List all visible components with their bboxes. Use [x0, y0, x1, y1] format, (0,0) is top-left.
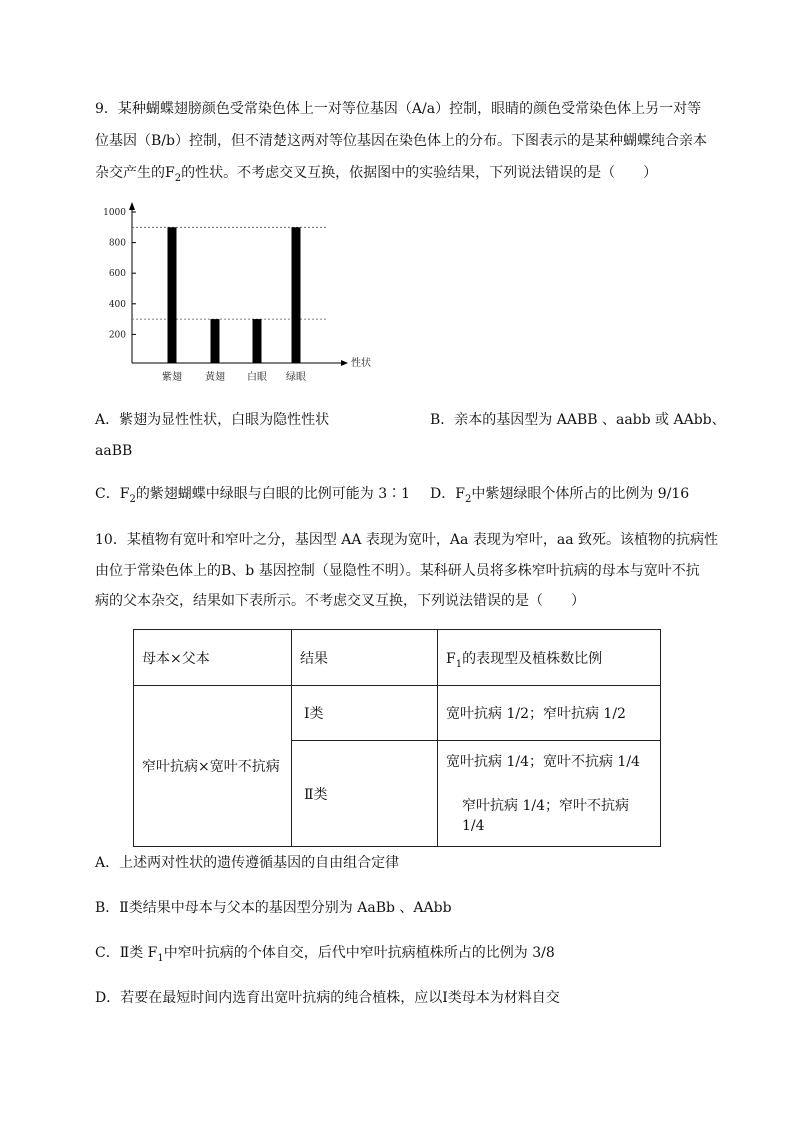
q9-option-c-a: C．F: [95, 486, 130, 502]
x-category-label: 黄翅: [205, 372, 225, 383]
class1-result-cell: 宽叶抗病 1/2；窄叶抗病 1/2: [438, 686, 661, 741]
q10-option-c-b: 中窄叶抗病的个体自交，后代中窄叶抗病植株所占的比例为 3/8: [163, 945, 555, 961]
q9-option-c-b: 的紫翅蝴蝶中绿眼与白眼的比例可能为 3∶1: [135, 486, 411, 502]
q9-stem-line2: 位基因（B/b）控制，但不清楚这两对等位基因在染色体上的分布。下图表示的是某种蝴蝶纯合亲本: [95, 133, 707, 149]
header-f1-b: 的表现型及植株数比例: [462, 650, 603, 667]
q9-option-c: [95, 484, 410, 504]
chart-labels: [103, 208, 371, 383]
y-tick-label: 1000: [103, 208, 126, 218]
q10-results-table: [133, 629, 661, 847]
q10-option-c: [95, 943, 555, 963]
y-tick-label: 600: [108, 269, 126, 280]
bar-白眼: [253, 319, 262, 363]
q9-option-d-a: D．F: [430, 486, 465, 502]
cross-cell: 窄叶抗病×宽叶不抗病: [134, 686, 292, 847]
bar-绿眼: [292, 227, 301, 363]
y-tick-label: 800: [108, 238, 126, 249]
class2-result-cell: [438, 741, 661, 847]
q10-option-c-a: C．Ⅱ类 F: [95, 945, 158, 961]
q10-option-b: B．Ⅱ类结果中母本与父本的基因型分别为 AaBb 、AAbb: [95, 900, 452, 916]
q9-bar-chart: [95, 200, 385, 385]
q10-option-a: A．上述两对性状的遗传遵循基因的自由组合定律: [95, 855, 400, 871]
class2-result-line2: 窄叶抗病 1/4；窄叶不抗病 1/4: [462, 797, 629, 834]
bar-黄翅: [211, 319, 220, 363]
q9-option-b-line2: aaBB: [95, 443, 133, 459]
q9-stem-line1: 9．某种蝴蝶翅膀颜色受常染色体上一对等位基因（A/a）控制，眼睛的颜色受常染色体上另一对等: [95, 101, 702, 117]
y-tick-label: 400: [108, 299, 126, 310]
header-result: 结果: [292, 630, 438, 686]
q10-stem-line1: 10．某植物有宽叶和窄叶之分，基因型 AA 表现为宽叶，Aa 表现为窄叶，aa 致死。该植物的抗病性: [95, 532, 718, 548]
class2-result-line1: 宽叶抗病 1/4；宽叶不抗病 1/4: [446, 753, 640, 770]
q9-option-a: A．紫翅为显性性状，白眼为隐性性状: [95, 412, 330, 428]
x-category-label: 紫翅: [162, 372, 182, 383]
table-row: [134, 686, 661, 741]
q10-stem-line3: 病的父本杂交，结果如下表所示。不考虑交叉互换，下列说法错误的是（ ）: [95, 593, 585, 609]
bar-紫翅: [168, 227, 177, 363]
class2-cell: Ⅱ类: [292, 741, 438, 847]
q9-stem-line3-b: 的性状。不考虑交叉互换，依据图中的实验结果，下列说法错误的是（ ）: [181, 165, 658, 181]
header-f1-ratio: [438, 630, 661, 686]
q9-option-c-sub: 2: [129, 493, 136, 505]
q9-option-d-sub: 2: [464, 493, 472, 505]
x-axis-label: 性状: [351, 358, 371, 369]
q10-option-d: D．若要在最短时间内选育出宽叶抗病的纯合植株，应以Ⅰ类母本为材料自交: [95, 990, 560, 1006]
y-tick-label: 200: [108, 330, 126, 341]
x-category-label: 绿眼: [286, 372, 306, 383]
q9-stem-line3-a: 杂交产生的F: [95, 165, 175, 181]
y-axis-arrow: [129, 202, 135, 210]
q10-stem-line2: 由位于常染色体上的B、b 基因控制（显隐性不明）。某科研人员将多株窄叶抗病的母本与宽叶不抗: [95, 563, 700, 579]
q9-option-b-line1: B．亲本的基因型为 AABB 、aabb 或 AAbb、: [430, 412, 726, 428]
x-category-label: 白眼: [247, 372, 267, 383]
q9-option-d: [430, 484, 689, 504]
table-header-row: [134, 630, 661, 686]
x-axis-arrow: [341, 360, 348, 366]
q10-option-c-sub: 1: [157, 952, 164, 964]
chart-bars: [168, 227, 301, 363]
q9-option-d-b: 中紫翅绿眼个体所占的比例为 9/16: [471, 486, 690, 502]
header-cross: 母本×父本: [134, 630, 292, 686]
class1-cell: Ⅰ类: [292, 686, 438, 741]
header-f1-a: F: [446, 650, 456, 667]
q9-stem-line3: [95, 163, 657, 183]
q9-stem-line3-sub: 2: [174, 172, 182, 184]
header-f1-sub: 1: [455, 658, 463, 670]
chart-axes: [129, 202, 348, 366]
